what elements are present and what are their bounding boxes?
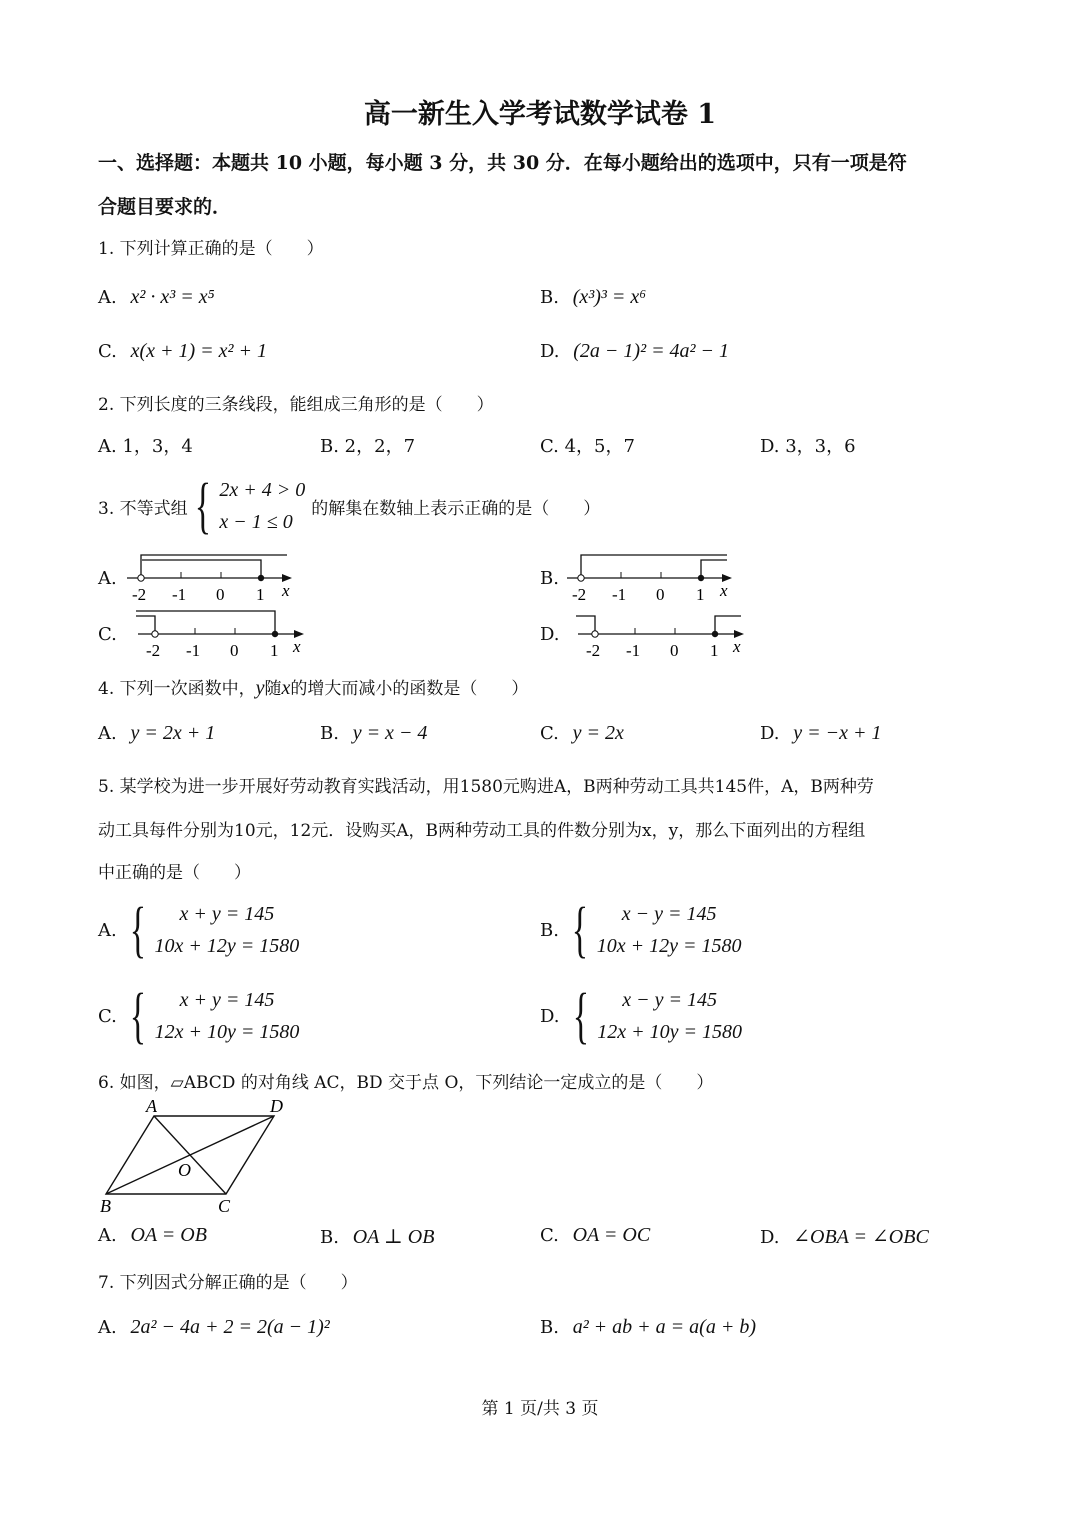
option-expr: 2a² − 4a + 2 = 2(a − 1)²	[130, 1316, 330, 1338]
equation-2: 12x + 10y = 1580	[154, 1021, 300, 1043]
option-label: B.	[320, 1227, 339, 1248]
tick-label: -1	[626, 641, 641, 660]
q6-option-d	[760, 1224, 929, 1249]
q6-option-a	[98, 1224, 207, 1247]
option-expr: ∠OBA = ∠OBC	[793, 1226, 929, 1248]
q2-option-d: D. 3，3，6	[760, 436, 856, 457]
option-label: A.	[98, 723, 117, 744]
q4-stem-part: 随	[264, 679, 282, 699]
tick-label: -2	[146, 641, 161, 660]
brace-symbol: {	[129, 982, 146, 1050]
equation-1: x − y = 145	[621, 903, 717, 925]
brace-symbol: {	[129, 896, 146, 964]
option-label: A.	[98, 1225, 117, 1246]
question-3-stem	[98, 474, 600, 538]
inequality-1: 2x + 4 > 0	[219, 479, 306, 501]
parallelogram-diagram	[96, 1098, 296, 1220]
section-heading-cont: 合题目要求的．	[98, 196, 232, 218]
q4-option-b	[320, 722, 427, 745]
q1-option-d	[540, 340, 729, 363]
option-label: A.	[98, 287, 117, 308]
option-expr: (2a − 1)² = 4a² − 1	[573, 340, 730, 362]
q5-option-b	[540, 898, 741, 962]
equation-2: 10x + 12y = 1580	[154, 935, 300, 957]
brace-symbol: {	[572, 982, 589, 1050]
option-expr: x² · x³ = x⁵	[130, 286, 215, 308]
option-expr: OA ⊥ OB	[352, 1226, 435, 1248]
equation-1: x + y = 145	[179, 903, 275, 925]
q5-option-c	[98, 984, 299, 1048]
point-label-a: A	[146, 1098, 157, 1116]
tick-label: 0	[216, 585, 225, 604]
q4-stem-part: 的增大而减小的函数是（ ）	[290, 679, 529, 699]
tick-label: 0	[656, 585, 665, 604]
q2-option-c: C. 4，5，7	[540, 436, 635, 457]
q3-option-b-numberline	[562, 550, 742, 610]
question-5-line2: 动工具每件分别为10元，12元．设购买A，B两种劳动工具的件数分别为x，y，那么下面列出的方程组	[98, 821, 866, 841]
inequality-system	[188, 474, 306, 538]
option-label: A.	[98, 919, 117, 941]
option-label: B.	[540, 1317, 559, 1338]
tick-label: -2	[586, 641, 601, 660]
option-label: B.	[540, 287, 559, 308]
q2-option-a: A. 1，3，4	[98, 436, 193, 457]
axis-var: x	[720, 581, 728, 600]
question-5-line1: 5. 某学校为进一步开展好劳动教育实践活动，用1580元购进A，B两种劳动工具共145件，A，B两种劳	[98, 777, 874, 797]
option-expr: (x³)³ = x⁶	[572, 286, 647, 308]
equation-1: x − y = 145	[622, 989, 718, 1011]
section-heading: 一、选择题：本题共 10 小题，每小题 3 分，共 30 分．在每小题给出的选项中，只有一项是符	[98, 152, 907, 174]
option-expr: y = −x + 1	[793, 722, 882, 744]
q3-suffix: 的解集在数轴上表示正确的是（ ）	[311, 498, 601, 519]
option-label: C.	[540, 1225, 559, 1246]
q3-option-b-label: B.	[540, 568, 559, 589]
tick-label: -1	[612, 585, 627, 604]
option-label: A.	[98, 1317, 117, 1338]
tick-label: 1	[710, 641, 719, 660]
q4-var-x: x	[281, 677, 291, 699]
q3-option-a-label: A.	[98, 568, 117, 589]
option-expr: x(x + 1) = x² + 1	[130, 340, 268, 362]
option-label: D.	[540, 1005, 560, 1027]
page-footer: 第 1 页/共 3 页	[481, 1399, 599, 1419]
brace-symbol: {	[571, 896, 589, 964]
question-5-line3: 中正确的是（ ）	[98, 863, 251, 883]
option-expr: y = 2x + 1	[130, 722, 216, 744]
q3-option-d-numberline	[576, 606, 756, 666]
q7-option-a	[98, 1316, 330, 1339]
option-label: B.	[320, 723, 339, 744]
tick-label: -2	[132, 585, 147, 604]
q1-option-b	[540, 286, 646, 309]
q6-option-b	[320, 1224, 434, 1249]
point-label-b: B	[100, 1196, 111, 1216]
q3-prefix: 3. 不等式组	[98, 498, 188, 519]
tick-label: 1	[270, 641, 279, 660]
point-label-d: D	[270, 1098, 283, 1116]
tick-label: 1	[696, 585, 705, 604]
question-2-stem: 2. 下列长度的三条线段，能组成三角形的是（ ）	[98, 395, 494, 415]
option-label: D.	[760, 1227, 780, 1248]
option-label: D.	[760, 723, 780, 744]
q4-option-a	[98, 722, 215, 745]
option-expr: OA = OC	[572, 1224, 651, 1246]
option-label: D.	[540, 341, 560, 362]
q5-option-a	[98, 898, 299, 962]
question-4-stem	[98, 674, 528, 700]
tick-label: -1	[186, 641, 201, 660]
q6-option-c	[540, 1224, 650, 1247]
q7-option-b	[540, 1316, 756, 1339]
axis-var: x	[293, 637, 301, 656]
q3-option-c-label: C.	[98, 624, 117, 645]
brace-symbol: {	[194, 472, 211, 540]
point-label-c: C	[218, 1196, 231, 1216]
question-7-stem: 7. 下列因式分解正确的是（ ）	[98, 1273, 358, 1293]
equation-2: 10x + 12y = 1580	[596, 935, 742, 957]
q2-option-b: B. 2，2，7	[320, 436, 416, 457]
equation-2: 12x + 10y = 1580	[597, 1021, 743, 1043]
tick-label: 0	[670, 641, 679, 660]
tick-label: -2	[572, 585, 587, 604]
q4-stem-part: 4. 下列一次函数中，	[98, 679, 256, 699]
inequality-2: x − 1 ≤ 0	[219, 511, 293, 533]
q3-option-d-label: D.	[540, 624, 560, 645]
question-1-stem: 1. 下列计算正确的是（ ）	[98, 239, 324, 259]
q3-option-c-numberline	[136, 606, 316, 666]
option-expr: a² + ab + a = a(a + b)	[572, 1316, 756, 1338]
axis-var: x	[282, 581, 290, 600]
option-label: C.	[98, 341, 117, 362]
q4-option-c	[540, 722, 624, 745]
q1-option-a	[98, 286, 215, 309]
point-label-o: O	[178, 1160, 191, 1180]
page-title: 高一新生入学考试数学试卷 1	[363, 99, 717, 130]
tick-label: 1	[256, 585, 265, 604]
q3-option-a-numberline	[122, 550, 302, 610]
q5-option-d	[540, 984, 742, 1048]
option-label: B.	[540, 919, 559, 941]
question-6-stem: 6. 如图，▱ABCD 的对角线 AC，BD 交于点 O，下列结论一定成立的是（ ）	[98, 1073, 714, 1093]
tick-label: 0	[230, 641, 239, 660]
option-label: C.	[98, 1005, 117, 1027]
q4-var-y: y	[255, 677, 265, 699]
option-expr: y = x − 4	[352, 722, 428, 744]
q4-option-d	[760, 722, 882, 745]
option-label: C.	[540, 723, 559, 744]
option-expr: OA = OB	[130, 1224, 207, 1246]
equation-1: x + y = 145	[179, 989, 275, 1011]
axis-var: x	[733, 637, 741, 656]
option-expr: y = 2x	[572, 722, 624, 744]
tick-label: -1	[172, 585, 187, 604]
q1-option-c	[98, 340, 267, 363]
